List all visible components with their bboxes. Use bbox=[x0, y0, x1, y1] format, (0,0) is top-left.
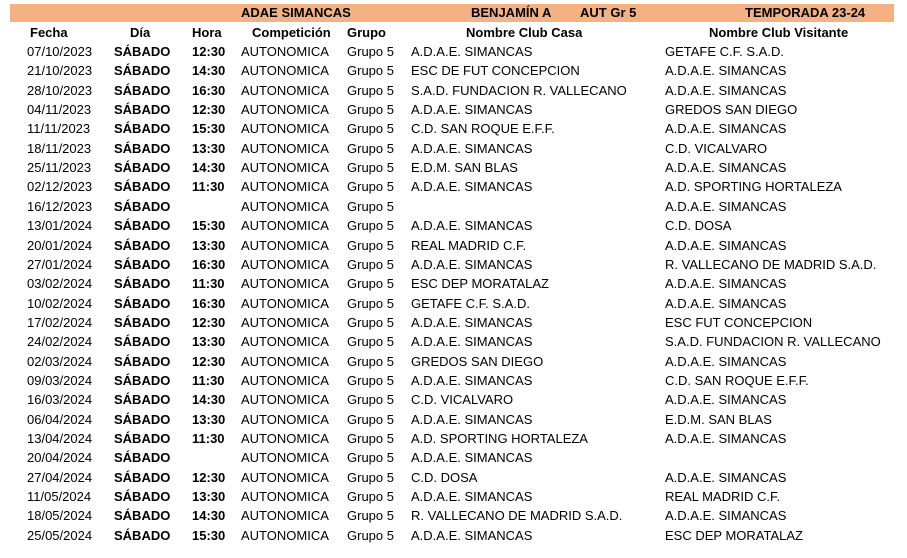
table-row bbox=[0, 140, 907, 159]
cell-fecha: 03/02/2024 bbox=[27, 276, 93, 292]
table-row bbox=[0, 159, 907, 178]
table-row bbox=[0, 237, 907, 256]
cell-competicion: AUTONOMICA bbox=[241, 527, 329, 543]
cell-grupo: Grupo 5 bbox=[347, 411, 394, 427]
cell-club-casa: A.D.A.E. SIMANCAS bbox=[411, 102, 533, 118]
cell-club-casa: A.D.A.E. SIMANCAS bbox=[411, 140, 533, 156]
table-row bbox=[0, 43, 907, 62]
cell-hora: 11:30 bbox=[192, 372, 225, 388]
cell-dia: SÁBADO bbox=[114, 508, 171, 524]
cell-club-visitante: A.D.A.E. SIMANCAS bbox=[665, 353, 787, 369]
cell-hora: 15:30 bbox=[192, 527, 226, 543]
table-row bbox=[0, 256, 907, 275]
cell-dia: SÁBADO bbox=[114, 411, 171, 427]
cell-grupo: Grupo 5 bbox=[347, 198, 394, 214]
cell-hora: 15:30 bbox=[192, 121, 226, 137]
header-competicion: Competición bbox=[252, 25, 331, 40]
cell-fecha: 17/02/2024 bbox=[27, 314, 93, 330]
cell-fecha: 10/02/2024 bbox=[27, 295, 93, 311]
table-row bbox=[0, 120, 907, 139]
cell-club-visitante: A.D.A.E. SIMANCAS bbox=[665, 121, 787, 137]
cell-grupo: Grupo 5 bbox=[347, 63, 394, 79]
cell-fecha: 02/12/2023 bbox=[27, 179, 93, 195]
table-row bbox=[0, 411, 907, 430]
table-row bbox=[0, 372, 907, 391]
cell-hora: 14:30 bbox=[192, 508, 226, 524]
cell-competicion: AUTONOMICA bbox=[241, 121, 329, 137]
cell-club-casa: A.D.A.E. SIMANCAS bbox=[411, 450, 533, 466]
cell-club-casa: A.D.A.E. SIMANCAS bbox=[411, 411, 533, 427]
cell-grupo: Grupo 5 bbox=[347, 82, 394, 98]
cell-club-visitante: A.D.A.E. SIMANCAS bbox=[665, 295, 787, 311]
cell-hora: 12:30 bbox=[192, 353, 226, 369]
cell-grupo: Grupo 5 bbox=[347, 140, 394, 156]
cell-grupo: Grupo 5 bbox=[347, 160, 394, 176]
table-row bbox=[0, 62, 907, 81]
cell-fecha: 16/03/2024 bbox=[27, 392, 93, 408]
cell-hora: 13:30 bbox=[192, 237, 226, 253]
cell-club-casa: C.D. SAN ROQUE E.F.F. bbox=[411, 121, 555, 137]
cell-club-visitante: GETAFE C.F. S.A.D. bbox=[665, 44, 784, 59]
banner-category: BENJAMÍN A bbox=[471, 5, 552, 20]
table-row bbox=[0, 391, 907, 410]
cell-hora: 12:30 bbox=[192, 314, 226, 330]
cell-club-casa: GREDOS SAN DIEGO bbox=[411, 353, 544, 369]
cell-fecha: 13/04/2024 bbox=[27, 431, 93, 446]
cell-dia: SÁBADO bbox=[114, 392, 171, 408]
cell-competicion: AUTONOMICA bbox=[241, 469, 329, 485]
cell-club-visitante: A.D.A.E. SIMANCAS bbox=[665, 198, 787, 214]
cell-club-casa: C.D. VICALVARO bbox=[411, 392, 514, 408]
cell-competicion: AUTONOMICA bbox=[241, 44, 329, 59]
table-row bbox=[0, 198, 907, 217]
cell-competicion: AUTONOMICA bbox=[241, 179, 329, 195]
cell-dia: SÁBADO bbox=[114, 372, 171, 388]
cell-grupo: Grupo 5 bbox=[347, 334, 394, 350]
cell-fecha: 25/05/2024 bbox=[27, 527, 93, 543]
cell-club-visitante: A.D.A.E. SIMANCAS bbox=[665, 82, 787, 98]
cell-competicion: AUTONOMICA bbox=[241, 411, 329, 427]
table-row bbox=[0, 101, 907, 120]
cell-hora: 11:30 bbox=[192, 276, 225, 292]
cell-club-casa: ESC DEP MORATALAZ bbox=[411, 276, 549, 292]
cell-dia: SÁBADO bbox=[114, 140, 171, 156]
cell-club-visitante: A.D.A.E. SIMANCAS bbox=[665, 276, 787, 292]
cell-club-casa: E.D.M. SAN BLAS bbox=[411, 160, 518, 176]
table-row bbox=[0, 353, 907, 372]
header-fecha: Fecha bbox=[30, 25, 68, 40]
cell-dia: SÁBADO bbox=[114, 353, 171, 369]
table-row bbox=[0, 333, 907, 352]
cell-dia: SÁBADO bbox=[114, 102, 171, 118]
cell-club-casa: A.D.A.E. SIMANCAS bbox=[411, 179, 533, 195]
cell-hora: 12:30 bbox=[192, 102, 226, 118]
cell-dia: SÁBADO bbox=[114, 179, 171, 195]
cell-hora: 13:30 bbox=[192, 334, 226, 350]
cell-fecha: 24/02/2024 bbox=[27, 334, 93, 350]
cell-club-visitante: R. VALLECANO DE MADRID S.A.D. bbox=[665, 256, 877, 272]
cell-dia: SÁBADO bbox=[114, 489, 171, 505]
cell-fecha: 09/03/2024 bbox=[27, 372, 93, 388]
cell-dia: SÁBADO bbox=[114, 237, 171, 253]
cell-club-visitante: REAL MADRID C.F. bbox=[665, 489, 781, 505]
header-grupo: Grupo bbox=[347, 25, 386, 40]
cell-grupo: Grupo 5 bbox=[347, 469, 394, 485]
cell-hora: 13:30 bbox=[192, 140, 226, 156]
cell-hora: 15:30 bbox=[192, 218, 226, 234]
cell-grupo: Grupo 5 bbox=[347, 450, 394, 466]
cell-competicion: AUTONOMICA bbox=[241, 237, 329, 253]
cell-club-visitante: ESC FUT CONCEPCION bbox=[665, 314, 813, 330]
cell-grupo: Grupo 5 bbox=[347, 489, 394, 505]
table-row bbox=[0, 430, 907, 449]
cell-dia: SÁBADO bbox=[114, 82, 171, 98]
cell-grupo: Grupo 5 bbox=[347, 276, 394, 292]
cell-club-casa: ESC DE FUT CONCEPCION bbox=[411, 63, 580, 79]
cell-hora: 11:30 bbox=[192, 179, 225, 195]
table-row bbox=[0, 449, 907, 468]
cell-grupo: Grupo 5 bbox=[347, 527, 394, 543]
cell-competicion: AUTONOMICA bbox=[241, 295, 329, 311]
cell-dia: SÁBADO bbox=[114, 276, 171, 292]
table-row bbox=[0, 217, 907, 236]
cell-dia: SÁBADO bbox=[114, 469, 171, 485]
cell-club-visitante: A.D.A.E. SIMANCAS bbox=[665, 469, 787, 485]
cell-grupo: Grupo 5 bbox=[347, 256, 394, 272]
cell-club-casa: REAL MADRID C.F. bbox=[411, 237, 527, 253]
cell-competicion: AUTONOMICA bbox=[241, 276, 329, 292]
cell-fecha: 20/04/2024 bbox=[27, 450, 93, 466]
cell-club-casa: A.D.A.E. SIMANCAS bbox=[411, 256, 533, 272]
cell-club-visitante: S.A.D. FUNDACION R. VALLECANO bbox=[665, 334, 881, 350]
cell-grupo: Grupo 5 bbox=[347, 102, 394, 118]
banner-season: TEMPORADA 23-24 bbox=[745, 5, 866, 20]
cell-club-visitante: A.D.A.E. SIMANCAS bbox=[665, 63, 787, 79]
cell-hora: 13:30 bbox=[192, 489, 226, 505]
cell-competicion: AUTONOMICA bbox=[241, 372, 329, 388]
cell-hora: 16:30 bbox=[192, 295, 226, 311]
table-row bbox=[0, 488, 907, 507]
cell-club-casa: A.D.A.E. SIMANCAS bbox=[411, 527, 533, 543]
cell-club-visitante: C.D. VICALVARO bbox=[665, 140, 768, 156]
cell-competicion: AUTONOMICA bbox=[241, 353, 329, 369]
cell-club-visitante: A.D.A.E. SIMANCAS bbox=[665, 392, 787, 408]
cell-grupo: Grupo 5 bbox=[347, 431, 394, 446]
banner-club: ADAE SIMANCAS bbox=[241, 5, 351, 20]
cell-club-visitante: ESC DEP MORATALAZ bbox=[665, 527, 803, 543]
cell-dia: SÁBADO bbox=[114, 63, 171, 79]
cell-grupo: Grupo 5 bbox=[347, 392, 394, 408]
cell-club-casa: GETAFE C.F. S.A.D. bbox=[411, 295, 530, 311]
header-casa: Nombre Club Casa bbox=[466, 25, 583, 40]
cell-club-visitante: A.D.A.E. SIMANCAS bbox=[665, 508, 787, 524]
cell-dia: SÁBADO bbox=[114, 218, 171, 234]
cell-competicion: AUTONOMICA bbox=[241, 256, 329, 272]
cell-hora: 13:30 bbox=[192, 411, 226, 427]
cell-grupo: Grupo 5 bbox=[347, 295, 394, 311]
cell-club-visitante: A.D.A.E. SIMANCAS bbox=[665, 237, 787, 253]
cell-club-casa: A.D.A.E. SIMANCAS bbox=[411, 489, 533, 505]
cell-competicion: AUTONOMICA bbox=[241, 63, 329, 79]
cell-fecha: 18/05/2024 bbox=[27, 508, 93, 524]
cell-hora: 14:30 bbox=[192, 392, 226, 408]
cell-fecha: 28/10/2023 bbox=[27, 82, 93, 98]
table-row bbox=[0, 178, 907, 197]
cell-club-visitante: A.D. SPORTING HORTALEZA bbox=[665, 179, 842, 195]
cell-grupo: Grupo 5 bbox=[347, 44, 394, 59]
cell-hora: 12:30 bbox=[192, 44, 226, 59]
cell-fecha: 13/01/2024 bbox=[27, 218, 93, 234]
cell-grupo: Grupo 5 bbox=[347, 508, 394, 524]
cell-competicion: AUTONOMICA bbox=[241, 198, 329, 214]
cell-dia: SÁBADO bbox=[114, 450, 171, 466]
cell-dia: SÁBADO bbox=[114, 314, 171, 330]
table-row bbox=[0, 295, 907, 314]
cell-competicion: AUTONOMICA bbox=[241, 431, 329, 446]
cell-fecha: 16/12/2023 bbox=[27, 198, 93, 214]
cell-competicion: AUTONOMICA bbox=[241, 508, 329, 524]
cell-club-casa: A.D. SPORTING HORTALEZA bbox=[411, 431, 588, 446]
cell-fecha: 25/11/2023 bbox=[27, 160, 92, 176]
cell-fecha: 07/10/2023 bbox=[27, 44, 93, 59]
cell-dia: SÁBADO bbox=[114, 295, 171, 311]
cell-club-casa: A.D.A.E. SIMANCAS bbox=[411, 314, 533, 330]
cell-grupo: Grupo 5 bbox=[347, 179, 394, 195]
cell-dia: SÁBADO bbox=[114, 198, 171, 214]
table-row bbox=[0, 469, 907, 488]
cell-competicion: AUTONOMICA bbox=[241, 489, 329, 505]
cell-grupo: Grupo 5 bbox=[347, 237, 394, 253]
table-row bbox=[0, 82, 907, 101]
table-row bbox=[0, 527, 907, 546]
cell-hora: 12:30 bbox=[192, 469, 226, 485]
cell-competicion: AUTONOMICA bbox=[241, 392, 329, 408]
schedule-banner bbox=[10, 4, 894, 22]
cell-club-casa: C.D. DOSA bbox=[411, 469, 478, 485]
cell-dia: SÁBADO bbox=[114, 160, 171, 176]
cell-club-casa: A.D.A.E. SIMANCAS bbox=[411, 372, 533, 388]
cell-club-visitante: E.D.M. SAN BLAS bbox=[665, 411, 772, 427]
cell-grupo: Grupo 5 bbox=[347, 121, 394, 137]
cell-dia: SÁBADO bbox=[114, 256, 171, 272]
cell-hora: 11:30 bbox=[192, 431, 225, 446]
cell-dia: SÁBADO bbox=[114, 44, 171, 59]
cell-fecha: 04/11/2023 bbox=[27, 102, 92, 118]
cell-club-visitante: C.D. DOSA bbox=[665, 218, 732, 234]
cell-competicion: AUTONOMICA bbox=[241, 218, 329, 234]
cell-club-visitante: A.D.A.E. SIMANCAS bbox=[665, 160, 787, 176]
cell-club-visitante: A.D.A.E. SIMANCAS bbox=[665, 431, 787, 446]
cell-club-casa: A.D.A.E. SIMANCAS bbox=[411, 218, 533, 234]
cell-competicion: AUTONOMICA bbox=[241, 450, 329, 466]
cell-fecha: 06/04/2024 bbox=[27, 411, 93, 427]
cell-competicion: AUTONOMICA bbox=[241, 314, 329, 330]
cell-fecha: 21/10/2023 bbox=[27, 63, 93, 79]
cell-hora: 16:30 bbox=[192, 82, 226, 98]
cell-hora: 14:30 bbox=[192, 160, 226, 176]
cell-dia: SÁBADO bbox=[114, 431, 171, 446]
banner-group: AUT Gr 5 bbox=[580, 5, 637, 20]
cell-grupo: Grupo 5 bbox=[347, 218, 394, 234]
cell-fecha: 18/11/2023 bbox=[27, 140, 92, 156]
cell-fecha: 11/05/2024 bbox=[27, 489, 92, 505]
cell-competicion: AUTONOMICA bbox=[241, 102, 329, 118]
cell-club-visitante: C.D. SAN ROQUE E.F.F. bbox=[665, 372, 809, 388]
cell-dia: SÁBADO bbox=[114, 527, 171, 543]
cell-club-casa: A.D.A.E. SIMANCAS bbox=[411, 44, 533, 59]
cell-competicion: AUTONOMICA bbox=[241, 334, 329, 350]
cell-hora: 14:30 bbox=[192, 63, 226, 79]
cell-club-casa: R. VALLECANO DE MADRID S.A.D. bbox=[411, 508, 623, 524]
cell-grupo: Grupo 5 bbox=[347, 372, 394, 388]
cell-grupo: Grupo 5 bbox=[347, 353, 394, 369]
cell-club-casa: S.A.D. FUNDACION R. VALLECANO bbox=[411, 82, 627, 98]
header-visitante: Nombre Club Visitante bbox=[709, 25, 849, 40]
header-dia: Día bbox=[130, 25, 151, 40]
cell-fecha: 27/04/2024 bbox=[27, 469, 93, 485]
cell-competicion: AUTONOMICA bbox=[241, 82, 329, 98]
cell-hora: 16:30 bbox=[192, 256, 226, 272]
cell-grupo: Grupo 5 bbox=[347, 314, 394, 330]
table-row bbox=[0, 314, 907, 333]
cell-dia: SÁBADO bbox=[114, 334, 171, 350]
table-row bbox=[0, 507, 907, 526]
cell-competicion: AUTONOMICA bbox=[241, 160, 329, 176]
cell-fecha: 02/03/2024 bbox=[27, 353, 93, 369]
table-row bbox=[0, 275, 907, 294]
cell-competicion: AUTONOMICA bbox=[241, 140, 329, 156]
cell-fecha: 11/11/2023 bbox=[27, 121, 91, 137]
cell-club-visitante: GREDOS SAN DIEGO bbox=[665, 102, 798, 118]
header-hora: Hora bbox=[192, 25, 222, 40]
cell-fecha: 20/01/2024 bbox=[27, 237, 93, 253]
cell-club-casa: A.D.A.E. SIMANCAS bbox=[411, 334, 533, 350]
cell-fecha: 27/01/2024 bbox=[27, 256, 93, 272]
cell-dia: SÁBADO bbox=[114, 121, 171, 137]
